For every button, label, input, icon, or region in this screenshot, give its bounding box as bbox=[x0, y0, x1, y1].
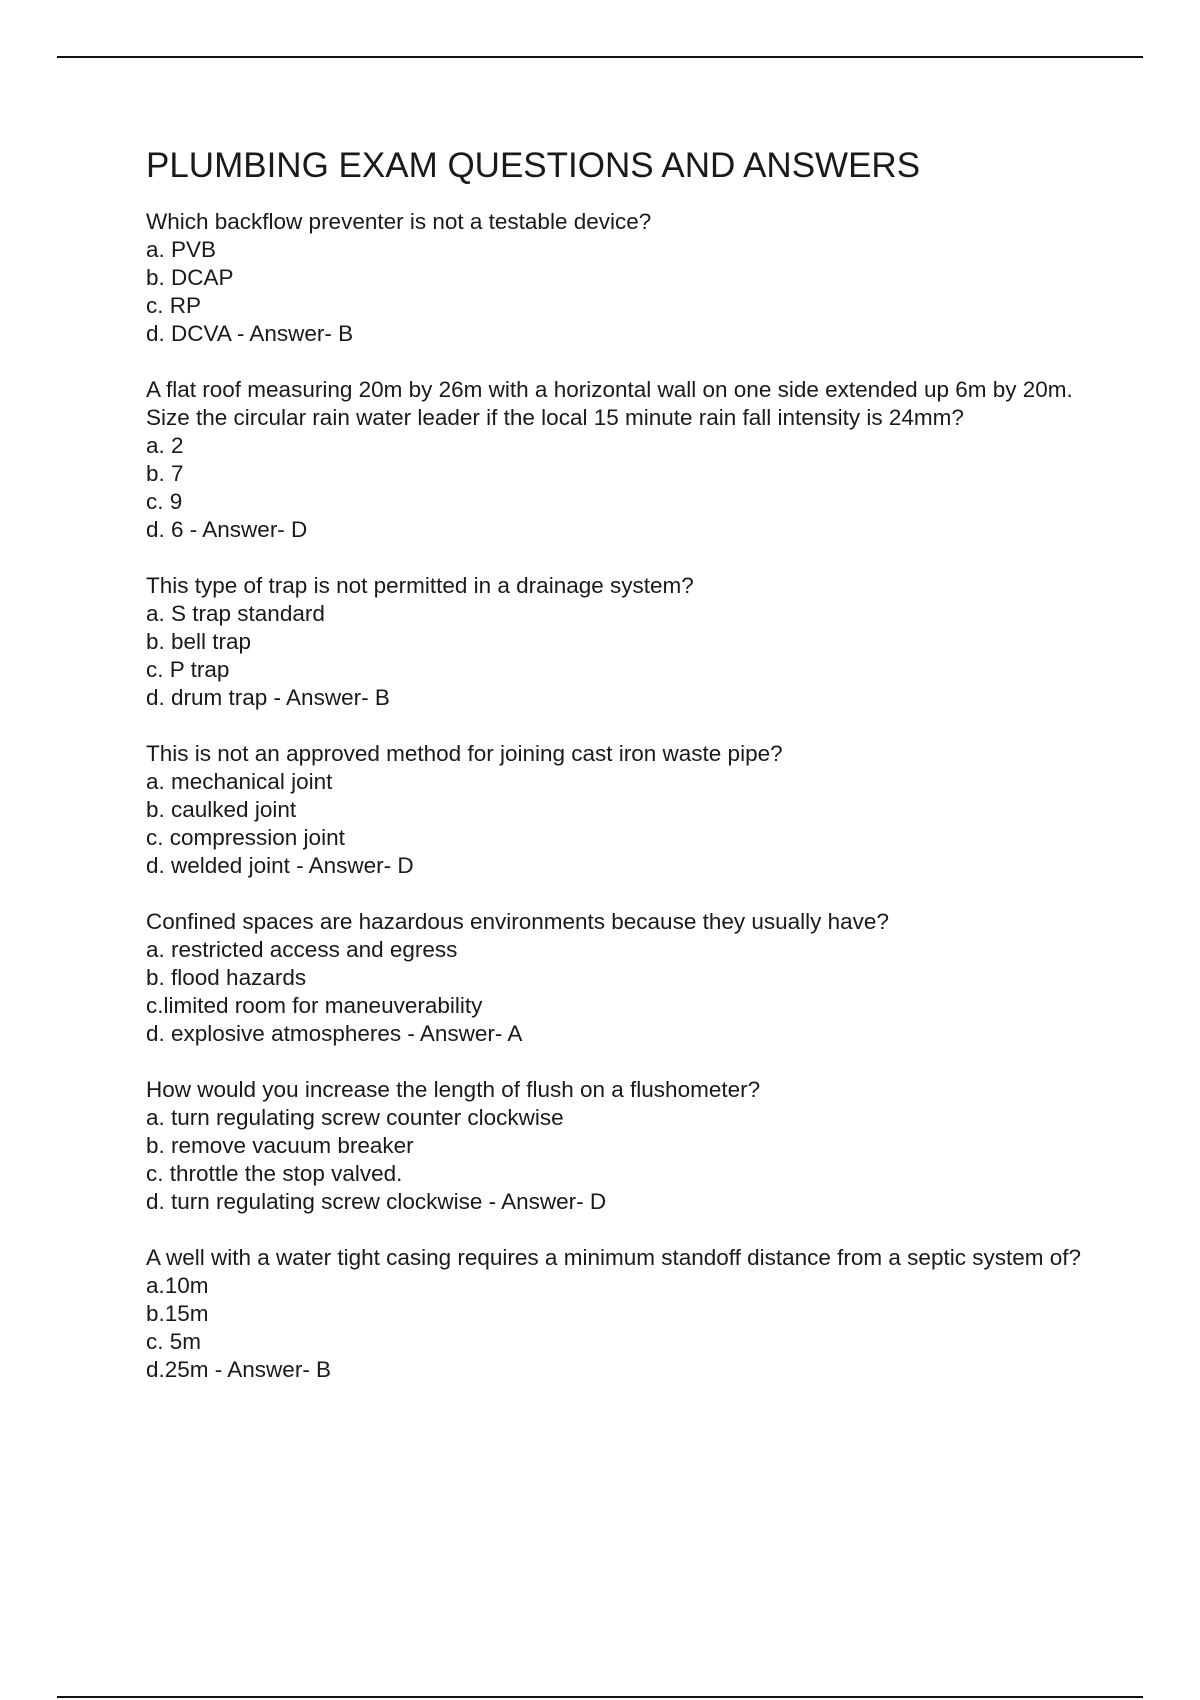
question-text: Confined spaces are hazardous environments because they usually have? bbox=[146, 909, 889, 934]
answer-option-d: d. explosive atmospheres - Answer- A bbox=[146, 1021, 523, 1046]
answer-option-c: c. 9 bbox=[146, 489, 183, 514]
question-block-4 bbox=[146, 740, 1106, 880]
question-block-1 bbox=[146, 208, 1106, 348]
answer-option-d: d. turn regulating screw clockwise - Answer- D bbox=[146, 1189, 607, 1214]
question-block-7 bbox=[146, 1244, 1106, 1384]
question-text: This is not an approved method for joining cast iron waste pipe? bbox=[146, 741, 783, 766]
document-title: PLUMBING EXAM QUESTIONS AND ANSWERS bbox=[146, 146, 921, 185]
answer-option-a: a. S trap standard bbox=[146, 601, 325, 626]
answer-option-c: c.limited room for maneuverability bbox=[146, 993, 483, 1018]
answer-option-a: a. mechanical joint bbox=[146, 769, 333, 794]
document-body bbox=[146, 138, 1106, 1412]
answer-option-d: d. 6 - Answer- D bbox=[146, 517, 308, 542]
question-block-2 bbox=[146, 376, 1106, 544]
answer-option-c: c. RP bbox=[146, 293, 202, 318]
answer-option-a: a.10m bbox=[146, 1273, 209, 1298]
answer-option-c: c. P trap bbox=[146, 657, 230, 682]
answer-option-b: b. 7 bbox=[146, 461, 184, 486]
answer-option-d: d.25m - Answer- B bbox=[146, 1357, 332, 1382]
answer-option-d: d. welded joint - Answer- D bbox=[146, 853, 414, 878]
question-block-5 bbox=[146, 908, 1106, 1048]
answer-option-c: c. compression joint bbox=[146, 825, 345, 850]
answer-option-b: b. caulked joint bbox=[146, 797, 297, 822]
question-block-6 bbox=[146, 1076, 1106, 1216]
answer-option-d: d. drum trap - Answer- B bbox=[146, 685, 390, 710]
answer-option-c: c. 5m bbox=[146, 1329, 202, 1354]
answer-option-a: a. turn regulating screw counter clockwise bbox=[146, 1105, 564, 1130]
header-rule bbox=[57, 56, 1143, 58]
question-text: How would you increase the length of flush on a flushometer? bbox=[146, 1077, 761, 1102]
question-text: A well with a water tight casing requires a minimum standoff distance from a septic system of? bbox=[146, 1245, 1081, 1270]
question-text: A flat roof measuring 20m by 26m with a horizontal wall on one side extended up 6m by 20m. Size the circular rain water leader if the local 15 minute rain fall intensity is 24mm? bbox=[146, 377, 1073, 430]
question-text: This type of trap is not permitted in a drainage system? bbox=[146, 573, 694, 598]
answer-option-b: b. remove vacuum breaker bbox=[146, 1133, 414, 1158]
answer-option-c: c. throttle the stop valved. bbox=[146, 1161, 403, 1186]
answer-option-a: a. PVB bbox=[146, 237, 217, 262]
answer-option-b: b. DCAP bbox=[146, 265, 234, 290]
question-text: Which backflow preventer is not a testable device? bbox=[146, 209, 652, 234]
answer-option-d: d. DCVA - Answer- B bbox=[146, 321, 354, 346]
answer-option-b: b. flood hazards bbox=[146, 965, 307, 990]
question-block-3 bbox=[146, 572, 1106, 712]
answer-option-a: a. restricted access and egress bbox=[146, 937, 458, 962]
answer-option-b: b. bell trap bbox=[146, 629, 252, 654]
footer-rule bbox=[57, 1696, 1143, 1698]
answer-option-b: b.15m bbox=[146, 1301, 209, 1326]
answer-option-a: a. 2 bbox=[146, 433, 184, 458]
